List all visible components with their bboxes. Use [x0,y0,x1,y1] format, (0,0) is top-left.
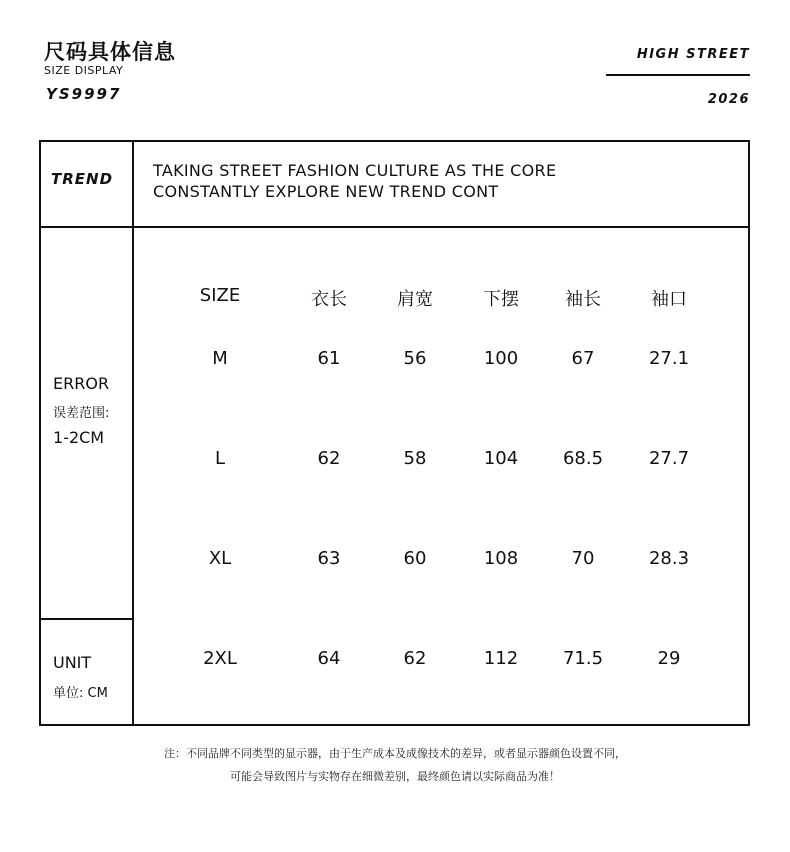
table-cell: 100 [483,348,519,369]
size-label: M [212,348,228,369]
trend-label: TREND [51,170,114,188]
table-cell: 71.5 [562,648,604,669]
column-header: SIZE [199,285,241,306]
size-label: XL [208,548,232,569]
size-label: L [214,448,226,469]
table-cell: 27.7 [648,448,690,469]
table-cell: 58 [403,448,427,469]
table-cell: 68.5 [562,448,604,469]
column-header: 袖长 [565,289,601,310]
page-subtitle: SIZE DISPLAY [44,64,124,77]
table-cell: 61 [317,348,341,369]
unit-label: UNIT [53,653,92,672]
trend-slogan [153,160,556,202]
table-cell: 108 [483,548,519,569]
left-column-divider [132,142,134,724]
footer-line-2: 可能会导致图片与实物存在细微差别，最终颜色请以实际商品为准！ [230,770,560,783]
unit-label-cn: 单位: CM [53,686,108,701]
column-header: 袖口 [651,289,687,310]
year-label: 2026 [707,92,750,107]
page-title: 尺码具体信息 [44,39,176,64]
table-cell: 62 [403,648,427,669]
footer-note [0,742,790,788]
size-label: 2XL [203,648,237,669]
table-cell: 29 [657,648,681,669]
footer-line-1: 注：不同品牌不同类型的显示器，由于生产成本及成像技术的差异，或者显示器颜色设置不同， [164,747,626,760]
column-header: 下摆 [483,289,519,310]
error-label: ERROR [53,374,110,393]
brand-label: HIGH STREET [636,47,750,62]
table-cell: 27.1 [648,348,690,369]
error-value: 1-2CM [53,428,105,447]
column-header: 衣长 [311,289,347,310]
table-cell: 63 [317,548,341,569]
table-cell: 112 [483,648,519,669]
table-cell: 104 [483,448,519,469]
slogan-line-1: TAKING STREET FASHION CULTURE AS THE CORE [153,161,557,180]
table-cell: 60 [403,548,427,569]
product-code: YS9997 [46,85,122,103]
table-cell: 70 [571,548,595,569]
table-cell: 56 [403,348,427,369]
table-cell: 64 [317,648,341,669]
error-label-cn: 误差范围: [53,406,110,421]
unit-divider [41,618,132,620]
table-cell: 62 [317,448,341,469]
size-table-frame [39,140,750,726]
table-cell: 67 [571,348,595,369]
slogan-line-2: CONSTANTLY EXPLORE NEW TREND CONT [153,182,499,201]
brand-underline [606,74,750,76]
header-row-divider [41,226,748,228]
column-header: 肩宽 [397,289,433,310]
table-cell: 28.3 [648,548,690,569]
